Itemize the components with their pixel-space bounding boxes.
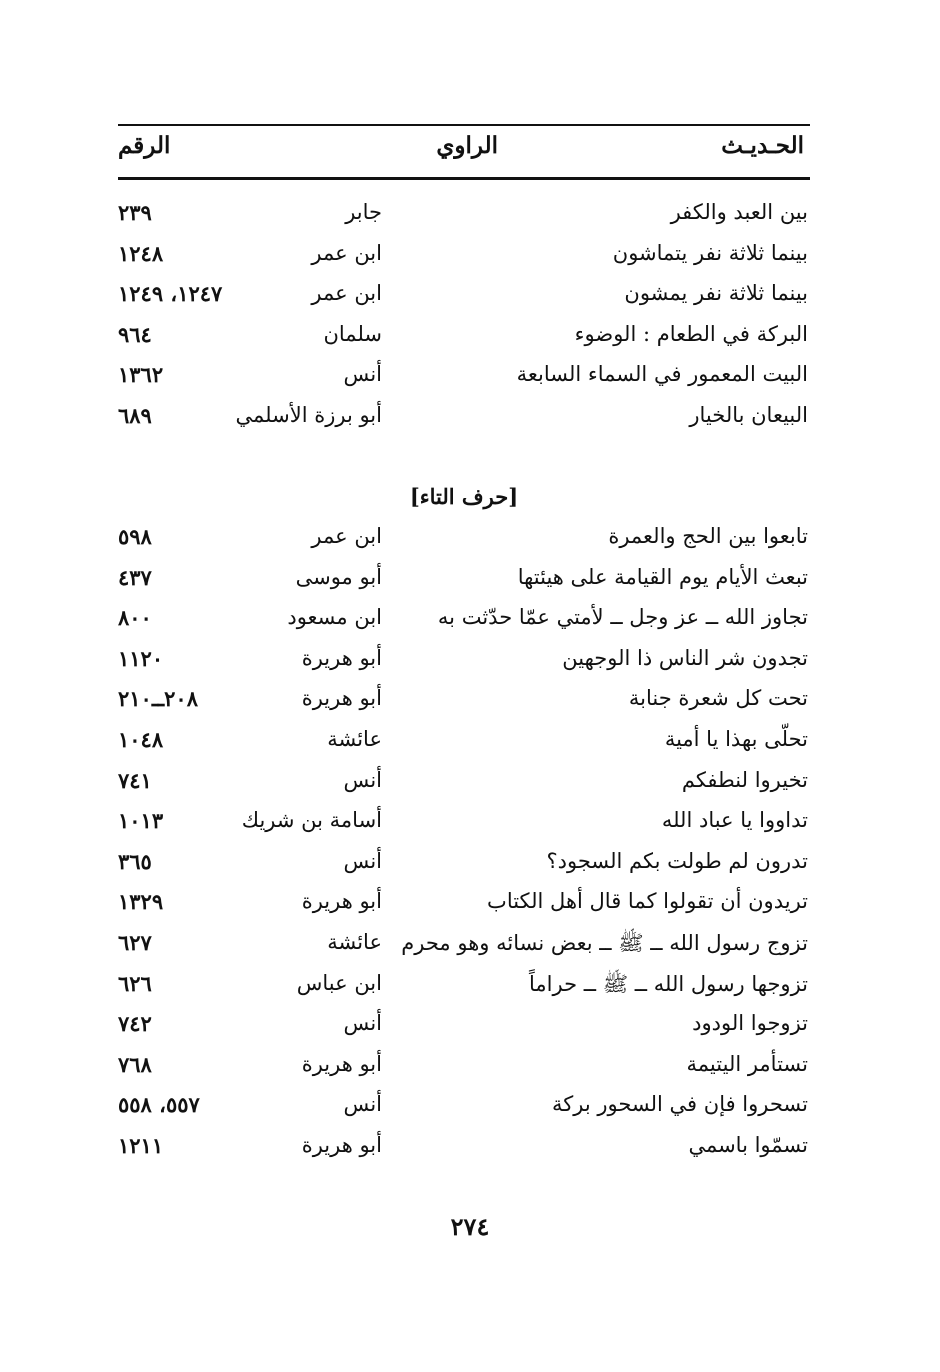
table-row — [118, 680, 810, 721]
hadith-text: البيعان بالخيار — [689, 402, 808, 427]
hadith-number: ١٠٤٨ — [118, 726, 164, 752]
hadith-text: البيت المعمور في السماء السابعة — [516, 362, 808, 387]
section-title-ta: [حرف التاء] — [409, 484, 519, 509]
rawi-name: سلمان — [323, 321, 382, 346]
table-row — [118, 965, 810, 1006]
hadith-number: ٦٢٧ — [118, 929, 152, 955]
hadith-number: ٩٦٤ — [118, 321, 152, 347]
hadith-number: ١٣٢٩ — [118, 889, 164, 915]
rawi-name: أبو موسى — [295, 564, 382, 589]
rawi-name: ابن عباس — [296, 970, 382, 995]
rawi-name: أسامة بن شريك — [241, 808, 382, 833]
rawi-name: ابن عمر — [311, 240, 382, 265]
rawi-name: ابن عمر — [311, 281, 382, 306]
hadith-number: ١٠١٣ — [118, 808, 164, 834]
header-rawi: الراوي — [436, 132, 498, 159]
hadith-number: ١٢٤٨ — [118, 240, 164, 266]
hadith-number: ٦٨٩ — [118, 402, 152, 428]
hadith-number: ٢٠٨ــ٢١٠ — [118, 686, 198, 712]
hadith-number: ١١٢٠ — [118, 645, 164, 671]
hadith-text: تستأمر اليتيمة — [686, 1051, 808, 1076]
table-header — [118, 128, 810, 170]
rawi-name: عائشة — [327, 929, 382, 954]
rawi-name: أنس — [343, 1092, 382, 1117]
hadith-text: تابعوا بين الحج والعمرة — [608, 524, 808, 548]
header-bottom-rule — [118, 177, 810, 180]
hadith-text: تحلّى بهذا يا أمية — [664, 726, 808, 751]
table-row — [118, 883, 810, 924]
header-hadith: الحـديـث — [721, 132, 804, 159]
hadith-text: بين العبد والكفر — [670, 200, 808, 224]
hadith-text: البركة في الطعام : الوضوء — [574, 321, 808, 346]
table-row — [118, 721, 810, 762]
table-row — [118, 559, 810, 600]
hadith-text: تزوج رسول الله ــ ﷺ ــ بعض نسائه وهو محرم — [401, 930, 808, 955]
rawi-name: أنس — [343, 362, 382, 387]
rawi-name: ابن مسعود — [287, 605, 382, 630]
table-row — [118, 194, 810, 235]
table-row — [118, 1086, 810, 1127]
hadith-number: ٤٣٧ — [118, 564, 152, 590]
hadith-text: تدرون لم طولت بكم السجود؟ — [546, 848, 808, 873]
rawi-name: أبو هريرة — [301, 645, 382, 670]
table-row — [118, 1046, 810, 1087]
hadith-number: ٥٥٧، ٥٥٨ — [118, 1092, 200, 1118]
hadith-text: تبعث الأيام يوم القيامة على هيئتها — [517, 564, 808, 589]
rawi-name: جابر — [345, 200, 382, 224]
hadith-text: تزوجوا الودود — [692, 1011, 808, 1036]
table-row — [118, 518, 810, 559]
hadith-text: تسحروا فإن في السحور بركة — [552, 1092, 808, 1117]
table-row — [118, 762, 810, 803]
table-row — [118, 1005, 810, 1046]
hadith-number: ١٢٤٧، ١٢٤٩ — [118, 281, 223, 307]
section-ba-list — [118, 194, 810, 438]
hadith-number: ٧٦٨ — [118, 1051, 152, 1077]
rawi-name: ابن عمر — [311, 524, 382, 548]
hadith-text: تريدون أن تقولوا كما قال أهل الكتاب — [487, 889, 808, 914]
table-row — [118, 802, 810, 843]
table-row — [118, 599, 810, 640]
hadith-number: ٨٠٠ — [118, 605, 152, 631]
rawi-name: أبو برزة الأسلمي — [235, 402, 382, 427]
hadith-number: ٧٤٢ — [118, 1011, 152, 1037]
rawi-name: أنس — [343, 1011, 382, 1036]
table-row — [118, 1127, 810, 1168]
table-row — [118, 397, 810, 438]
hadith-text: تحت كل شعرة جنابة — [628, 686, 808, 711]
hadith-text: تجاوز الله ــ عز وجل ــ لأمتي عمّا حدّثت به — [437, 605, 808, 630]
page-number: ٢٧٤ — [450, 1212, 490, 1241]
section-ta-list — [118, 518, 810, 1168]
hadith-number: ٥٩٨ — [118, 524, 152, 549]
rawi-name: أبو هريرة — [301, 889, 382, 914]
header-number: الرقم — [118, 132, 171, 159]
rawi-name: أبو هريرة — [301, 1051, 382, 1076]
table-row — [118, 235, 810, 276]
rawi-name: أنس — [343, 848, 382, 873]
hadith-number: ١٣٦٢ — [118, 362, 164, 388]
rawi-name: أبو هريرة — [301, 1132, 382, 1157]
hadith-text: بينما ثلاثة نفر يمشون — [624, 281, 808, 306]
hadith-number: ١٢١١ — [118, 1132, 164, 1158]
hadith-text: تسمّوا باسمي — [688, 1132, 808, 1157]
hadith-text: تخيروا لنطفكم — [681, 767, 808, 792]
hadith-text: تزوجها رسول الله ــ ﷺ ــ حراماً — [529, 971, 808, 996]
table-row — [118, 356, 810, 397]
rawi-name: عائشة — [327, 726, 382, 751]
hadith-number: ٣٦٥ — [118, 848, 152, 874]
table-row — [118, 924, 810, 965]
hadith-text: بينما ثلاثة نفر يتماشون — [612, 240, 808, 265]
hadith-number: ٧٤١ — [118, 767, 152, 793]
table-row — [118, 275, 810, 316]
hadith-number: ٢٣٩ — [118, 200, 152, 225]
hadith-text: تجدون شر الناس ذا الوجهين — [562, 645, 808, 670]
table-row — [118, 843, 810, 884]
hadith-number: ٦٢٦ — [118, 970, 152, 996]
hadith-text: تداووا يا عباد الله — [661, 808, 808, 833]
table-row — [118, 316, 810, 357]
table-row — [118, 640, 810, 681]
rawi-name: أنس — [343, 767, 382, 792]
rawi-name: أبو هريرة — [301, 686, 382, 711]
header-top-rule — [118, 124, 810, 126]
